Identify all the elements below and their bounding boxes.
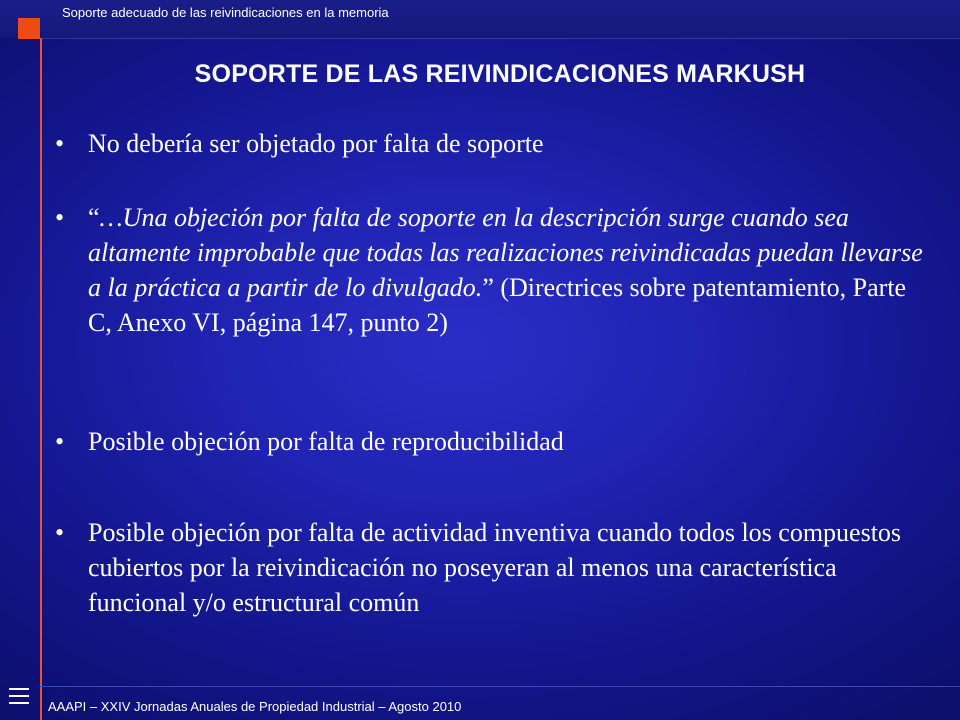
footer-text: AAAPI – XXIV Jornadas Anuales de Propiedad Industrial – Agosto 2010 <box>48 699 462 714</box>
footer-divider <box>40 686 960 687</box>
bullet-item <box>55 515 935 620</box>
bullet-text: No debería ser objetado por falta de soporte <box>88 129 544 158</box>
bullet-text: Posible objeción por falta de reproducibilidad <box>88 427 564 456</box>
header-divider <box>40 38 960 39</box>
menu-icon[interactable] <box>9 688 31 710</box>
bullet-text: Posible objeción por falta de actividad inventiva cuando todos los compuestos cubiertos por la reivindicación no poseyeran al menos una característica funcional y/o estructural común <box>88 518 902 617</box>
header-subtitle: Soporte adecuado de las reivindicaciones en la memoria <box>62 5 389 20</box>
slide-title: SOPORTE DE LAS REIVINDICACIONES MARKUSH <box>194 60 806 88</box>
bullet-marker: • <box>55 129 65 158</box>
bullet-marker: • <box>55 427 65 456</box>
quote-reference: (Directrices sobre patentamiento, Parte C, Anexo VI, página 147, punto 2) <box>88 273 907 337</box>
bullet-marker: • <box>55 518 65 547</box>
bullet-item <box>55 126 935 161</box>
quote-italic-text: …Una objeción por falta de soporte en la descripción surge cuando sea altamente improbable que todas las realizaciones reivindicadas puedan llevarse a la práctica a partir de lo divulgado. <box>88 203 923 302</box>
quote-open: “ <box>88 203 100 232</box>
quote-close: ” <box>482 273 494 302</box>
accent-square <box>18 18 40 39</box>
bullet-marker: • <box>55 203 65 232</box>
bullet-quote-text <box>88 200 935 340</box>
bullet-item <box>55 424 935 459</box>
bullet-item <box>55 200 935 340</box>
left-accent-line <box>40 38 42 720</box>
